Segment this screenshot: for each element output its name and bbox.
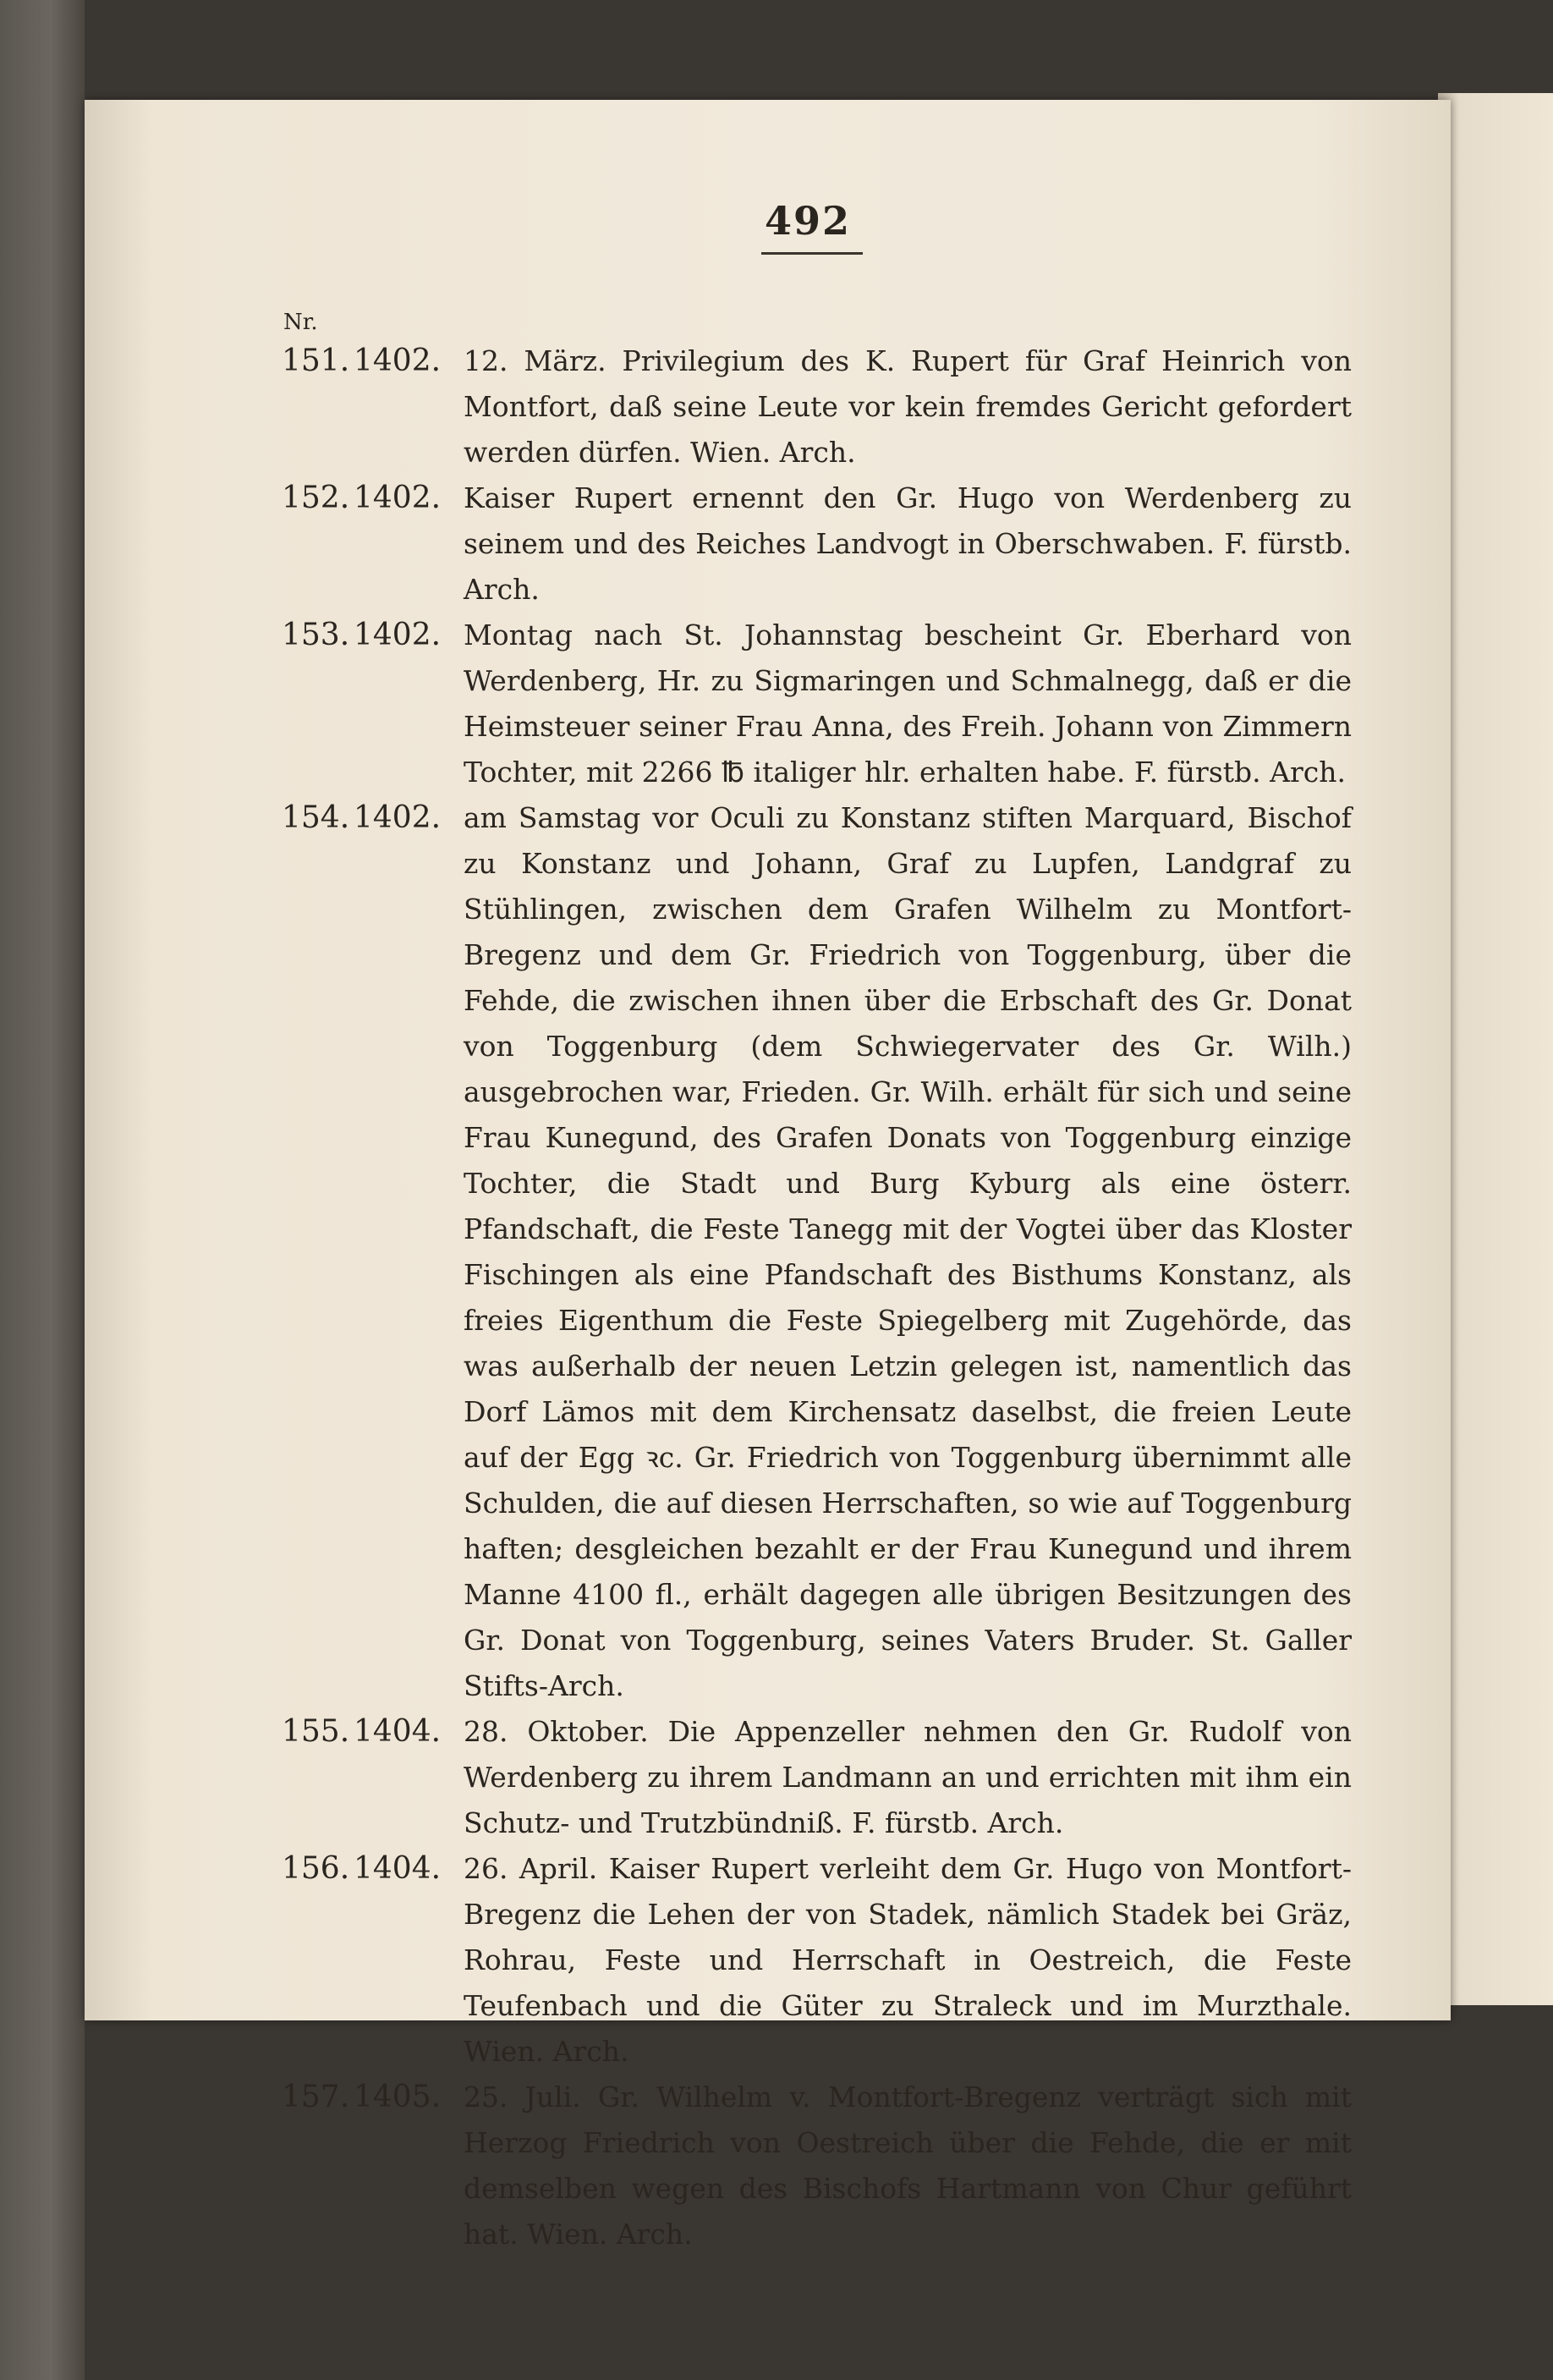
page-number: 492 <box>764 198 852 244</box>
entry-year: 1404. <box>354 1714 442 1749</box>
entry-157 <box>0 2075 1438 2257</box>
entry-number: 155. <box>282 1714 350 1749</box>
entry-year: 1405. <box>354 2080 442 2114</box>
next-page-edge <box>1438 93 1553 2005</box>
entry-text: Montag nach St. Johannstag bescheint Gr. Eberhard von Werdenberg, Hr. zu Sigmaringen und Schmalnegg, daß er die Heimsteuer seiner Frau Anna, des Freih. Johann von Zimmern Tochter, mit 2266 ℔ italiger hlr. erhalten habe. F. fürstb. Arch. <box>464 618 1352 789</box>
entry-text: 25. Juli. Gr. Wilhelm v. Montfort-Bregenz verträgt sich mit Herzog Friedrich von Oestreich über die Fehde, die er mit demselben wegen des Bischofs Hartmann von Chur geführt hat. Wien. Arch. <box>464 2080 1352 2251</box>
entry-155 <box>0 1709 1438 1846</box>
entry-number: 153. <box>282 618 350 652</box>
entry-number: 154. <box>282 800 350 835</box>
entry-year: 1404. <box>354 1851 442 1886</box>
entry-number: 151. <box>282 344 350 378</box>
entry-year: 1402. <box>354 618 442 652</box>
entry-number: 152. <box>282 481 350 515</box>
entry-number: 156. <box>282 1851 350 1886</box>
entry-153 <box>0 613 1438 795</box>
entry-154 <box>0 795 1438 1709</box>
entry-156 <box>0 1846 1438 2075</box>
entry-year: 1402. <box>354 481 442 515</box>
entry-year: 1402. <box>354 800 442 835</box>
entry-text: Kaiser Rupert ernennt den Gr. Hugo von Werdenberg zu seinem und des Reiches Landvogt in Oberschwaben. F. fürstb. Arch. <box>464 481 1352 606</box>
entry-text: am Samstag vor Oculi zu Konstanz stiften Marquard, Bischof zu Konstanz und Johann, Graf zu Lupfen, Landgraf zu Stühlingen, zwischen dem Grafen Wilhelm zu Montfort-Bregenz und dem Gr. Friedrich von Toggenburg, über die Fehde, die zwischen ihnen über die Erbschaft des Gr. Donat von Toggenburg (dem Schwiegervater des Gr. Wilh.) ausgebrochen war, Frieden. Gr. Wilh. erhält für sich und seine Frau Kunegund, des Grafen Donats von Toggenburg einzige Tochter, die Stadt und Burg Kyburg als eine österr. Pfandschaft, die Feste Tanegg mit der Vogtei über das Kloster Fischingen als eine Pfandschaft des Bisthums Konstanz, als freies Eigenthum die Feste Spiegelberg mit Zugehörde, das was außerhalb der neuen Letzin gelegen ist, namentlich das Dorf Lämos mit dem Kirchensatz daselbst, die freien Leute auf der Egg ꝛc. Gr. Friedrich von Toggenburg übernimmt alle Schulden, die auf diesen Herrschaften, so wie auf Toggenburg haften; desgleichen bezahlt er der Frau Kunegund und ihrem Manne 4100 fl., erhält dagegen alle übrigen Besitzungen des Gr. Donat von Toggenburg, seines Vaters Bruder. St. Galler Stifts-Arch. <box>464 801 1352 1702</box>
column-label: Nr. <box>283 310 318 335</box>
entry-year: 1402. <box>354 344 442 378</box>
entry-text: 26. April. Kaiser Rupert verleiht dem Gr. Hugo von Montfort-Bregenz die Lehen der von Stadek, nämlich Stadek bei Gräz, Rohrau, Feste und Herrschaft in Oestreich, die Feste Teufenbach und die Güter zu Straleck und im Murzthale. Wien. Arch. <box>464 1852 1352 2068</box>
entry-text: 28. Oktober. Die Appenzeller nehmen den Gr. Rudolf von Werdenberg zu ihrem Landmann an und errichten mit ihm ein Schutz- und Trutzbündniß. F. fürstb. Arch. <box>464 1715 1352 1839</box>
entry-list <box>0 338 1438 2257</box>
entry-number: 157. <box>282 2080 350 2114</box>
entry-text: 12. März. Privilegium des K. Rupert für Graf Heinrich von Montfort, daß seine Leute vor kein fremdes Gericht gefordert werden dürfen. Wien. Arch. <box>464 344 1352 469</box>
entry-151 <box>0 338 1438 475</box>
page-number-rule <box>761 252 863 255</box>
entry-152 <box>0 475 1438 613</box>
